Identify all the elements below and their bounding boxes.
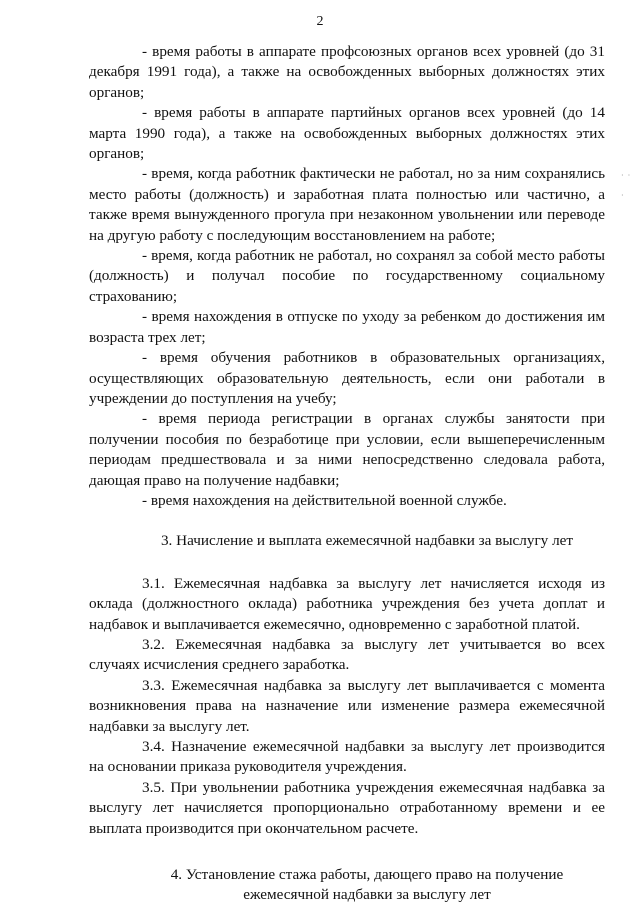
paragraph-3-4: 3.4. Назначение ежемесячной надбавки за выслугу лет производится на основании приказа руководителя учреждения. bbox=[89, 738, 605, 776]
section-4-title bbox=[89, 865, 605, 906]
page-number: 2 bbox=[316, 14, 324, 29]
paragraph-3-3: 3.3. Ежемесячная надбавка за выслугу лет выплачивается с момента возникновения права на назначение или изменение размера ежемесячной надбавки за выслугу лет. bbox=[89, 676, 605, 735]
scan-artifact: · · · bbox=[621, 171, 632, 201]
section-3-title: 3. Начисление и выплата ежемесячной надбавки за выслугу лет bbox=[160, 532, 574, 550]
paragraph-3-2: 3.2. Ежемесячная надбавка за выслугу лет учитывается во всех случаях исчисления среднего заработка. bbox=[89, 635, 605, 674]
paragraph-3-5: 3.5. При увольнении работника учреждения ежемесячная надбавка за выслугу лет начисляется пропорционально отработанному времени и ее выплата производится при окончательном расчете. bbox=[89, 778, 605, 837]
section-4-title-line-1: 4. Установление стажа работы, дающего право на получение bbox=[170, 866, 564, 884]
paragraph-3-1: 3.1. Ежемесячная надбавка за выслугу лет начисляется исходя из оклада (должностного оклада) работника учреждения без учета доплат и надбавок и выплачивается ежемесячно, одновременно с заработной платой. bbox=[89, 574, 605, 633]
list-item: - время нахождения в отпуске по уходу за ребенком до достижения им возраста трех лет; bbox=[89, 308, 605, 346]
list-item: - время работы в аппарате партийных органов всех уровней (до 14 марта 1990 года), а также на освобожденных выборных должностях этих органов; bbox=[89, 104, 605, 163]
list-item: - время периода регистрации в органах службы занятости при получении пособия по безработице при условии, если вышеперечисленным периодам предшествовала и за ними непосредственно следовала работа, дающая право на получение надбавки; bbox=[89, 410, 605, 489]
list-item: - время обучения работников в образовательных организациях, осуществляющих образовательную деятельность, если они работали в учреждении до поступления на учебу; bbox=[89, 349, 605, 407]
list-item: - время, когда работник не работал, но сохранял за собой место работы (должность) и получал пособие по государственному социальному страхованию; bbox=[89, 247, 605, 305]
list-item: - время, когда работник фактически не работал, но за ним сохранялись место работы (должность) и заработная плата полностью или частично, а также время вынужденного прогула при незаконном увольнении или переводе на другую работу с последующим восстановлением на работе; bbox=[89, 165, 605, 244]
section-4-title-line-2: ежемесячной надбавки за выслугу лет bbox=[243, 886, 491, 904]
list-item: - время работы в аппарате профсоюзных органов всех уровней (до 31 декабря 1991 года), а также на освобожденных выборных должностях этих органов; bbox=[89, 43, 605, 101]
list-item: - время нахождения на действительной военной службе. bbox=[142, 491, 507, 509]
document-body bbox=[89, 42, 605, 906]
